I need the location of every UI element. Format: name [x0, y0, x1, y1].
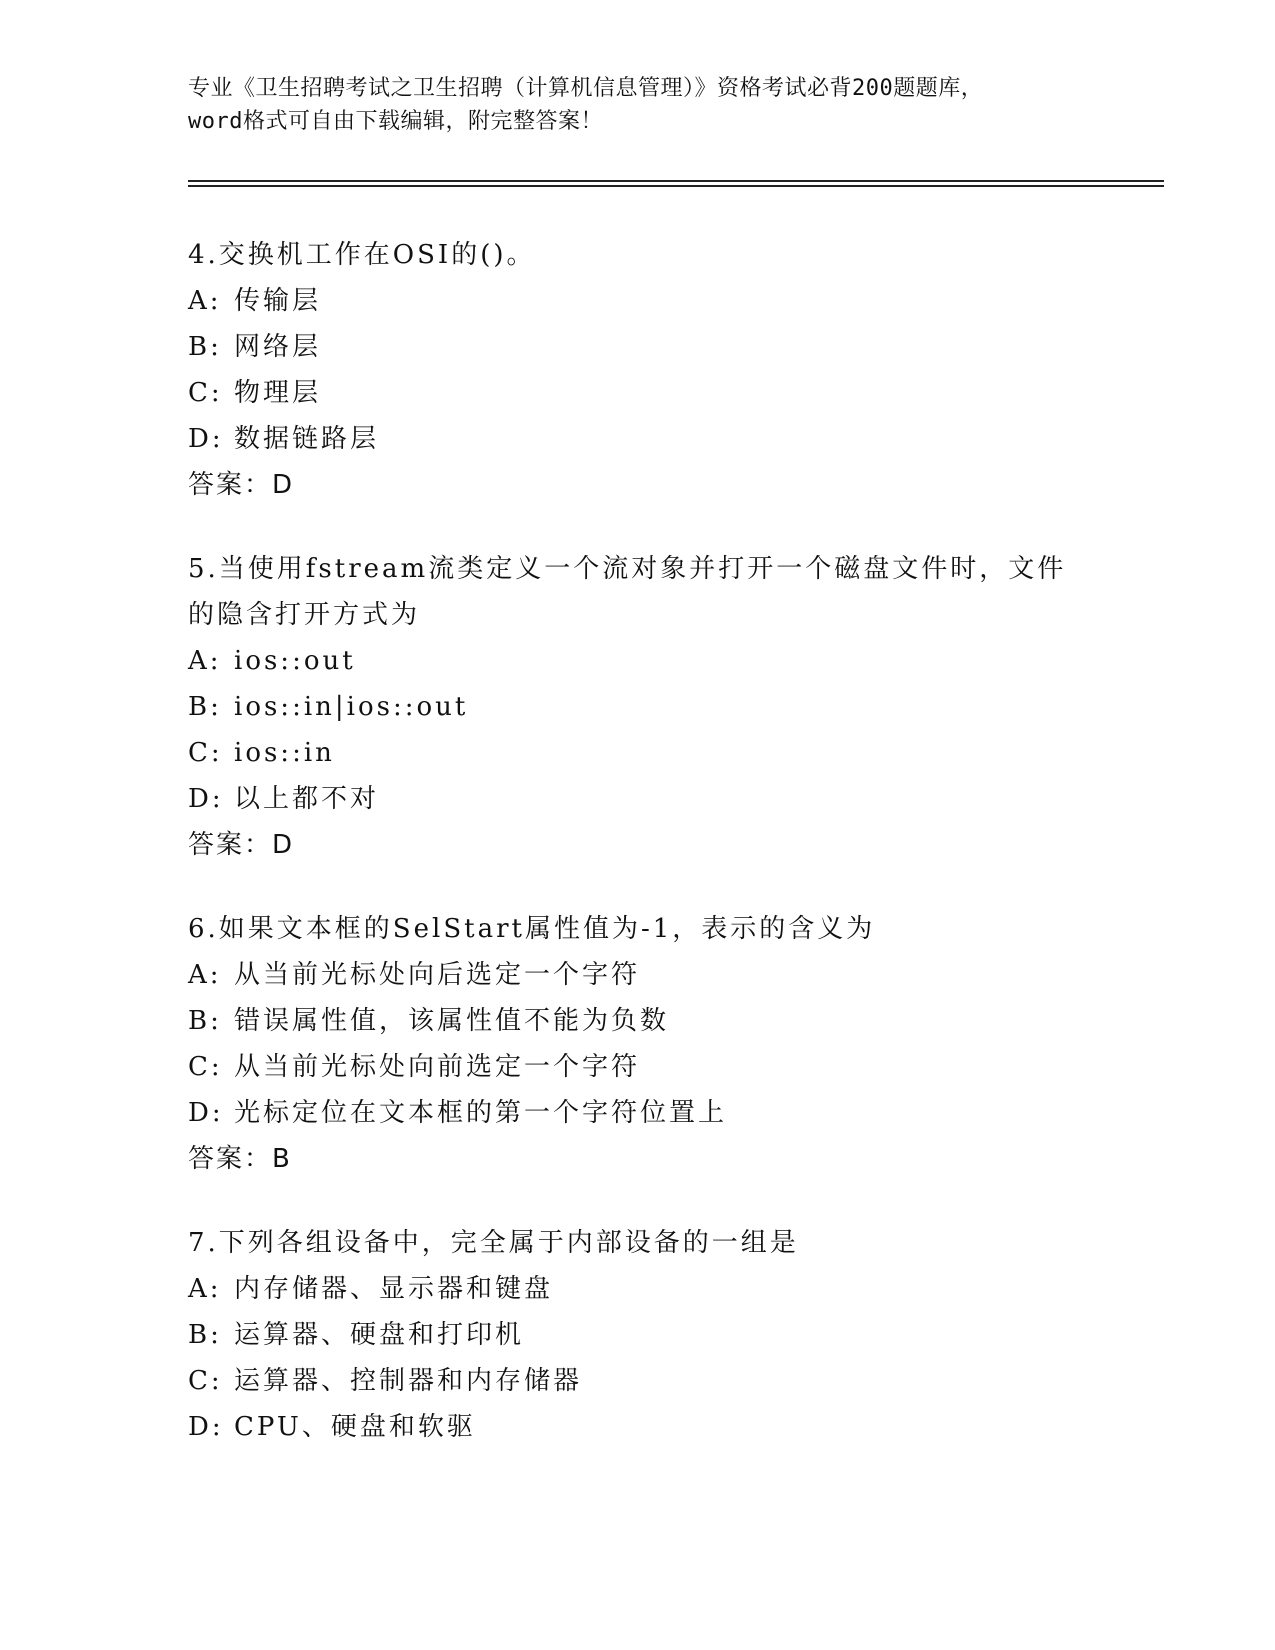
option-text: 错误属性值，该属性值不能为负数 [234, 1006, 670, 1036]
option-text: 传输层 [234, 286, 322, 316]
option-c [188, 730, 1088, 776]
header-line-1: 专业《卫生招聘考试之卫生招聘（计算机信息管理）》资格考试必背200题题库， [188, 76, 984, 101]
header-divider-bottom [188, 185, 1164, 187]
option-c [188, 1044, 1088, 1090]
question-7 [188, 1220, 1088, 1450]
option-letter: A: [188, 960, 222, 990]
option-text: ios::out [234, 646, 356, 676]
option-letter: D: [188, 1098, 224, 1128]
option-b [188, 1312, 1088, 1358]
option-b [188, 684, 1088, 730]
question-stem: 5.当使用fstream流类定义一个流对象并打开一个磁盘文件时，文件 [188, 554, 1067, 584]
option-b [188, 998, 1088, 1044]
option-text: ios::in [234, 738, 335, 768]
option-letter: B: [188, 1320, 222, 1350]
option-a [188, 638, 1088, 684]
option-text: 内存储器、显示器和键盘 [234, 1274, 554, 1304]
option-letter: A: [188, 646, 222, 676]
answer-line: 答案：D [188, 470, 295, 500]
option-a [188, 1266, 1088, 1312]
option-letter: D: [188, 424, 224, 454]
option-letter: C: [188, 738, 223, 768]
option-letter: B: [188, 692, 222, 722]
option-text: 运算器、控制器和内存储器 [234, 1366, 583, 1396]
option-a [188, 952, 1088, 998]
option-letter: C: [188, 1366, 223, 1396]
option-text: 从当前光标处向后选定一个字符 [234, 960, 641, 990]
option-letter: A: [188, 286, 222, 316]
option-text: 光标定位在文本框的第一个字符位置上 [234, 1098, 728, 1128]
answer-line: 答案：D [188, 830, 295, 860]
option-d [188, 416, 1088, 462]
document-header [188, 72, 1088, 138]
option-text: 以上都不对 [234, 784, 380, 814]
option-text: 网络层 [234, 332, 322, 362]
option-d [188, 1404, 1088, 1450]
question-stem: 4.交换机工作在OSI的()。 [188, 240, 536, 270]
option-letter: C: [188, 1052, 223, 1082]
option-text: 数据链路层 [234, 424, 380, 454]
option-letter: B: [188, 1006, 222, 1036]
option-c [188, 370, 1088, 416]
option-c [188, 1358, 1088, 1404]
option-a [188, 278, 1088, 324]
question-stem: 7.下列各组设备中，完全属于内部设备的一组是 [188, 1228, 799, 1258]
header-divider-top [188, 180, 1164, 182]
option-text: 物理层 [234, 378, 322, 408]
question-stem: 6.如果文本框的SelStart属性值为-1，表示的含义为 [188, 914, 876, 944]
option-letter: D: [188, 1412, 224, 1442]
question-list [188, 232, 1088, 1488]
question-6 [188, 906, 1088, 1182]
option-text: ios::in|ios::out [234, 692, 469, 722]
option-d [188, 1090, 1088, 1136]
option-letter: B: [188, 332, 222, 362]
option-text: CPU、硬盘和软驱 [234, 1412, 476, 1442]
question-stem-continued: 的隐含打开方式为 [188, 600, 421, 630]
option-b [188, 324, 1088, 370]
option-letter: A: [188, 1274, 222, 1304]
question-4 [188, 232, 1088, 508]
option-letter: D: [188, 784, 224, 814]
option-text: 运算器、硬盘和打印机 [234, 1320, 525, 1350]
option-d [188, 776, 1088, 822]
question-5 [188, 546, 1088, 868]
answer-line: 答案：B [188, 1144, 292, 1174]
option-text: 从当前光标处向前选定一个字符 [234, 1052, 641, 1082]
header-line-2: word格式可自由下载编辑，附完整答案！ [188, 109, 603, 134]
option-letter: C: [188, 378, 223, 408]
